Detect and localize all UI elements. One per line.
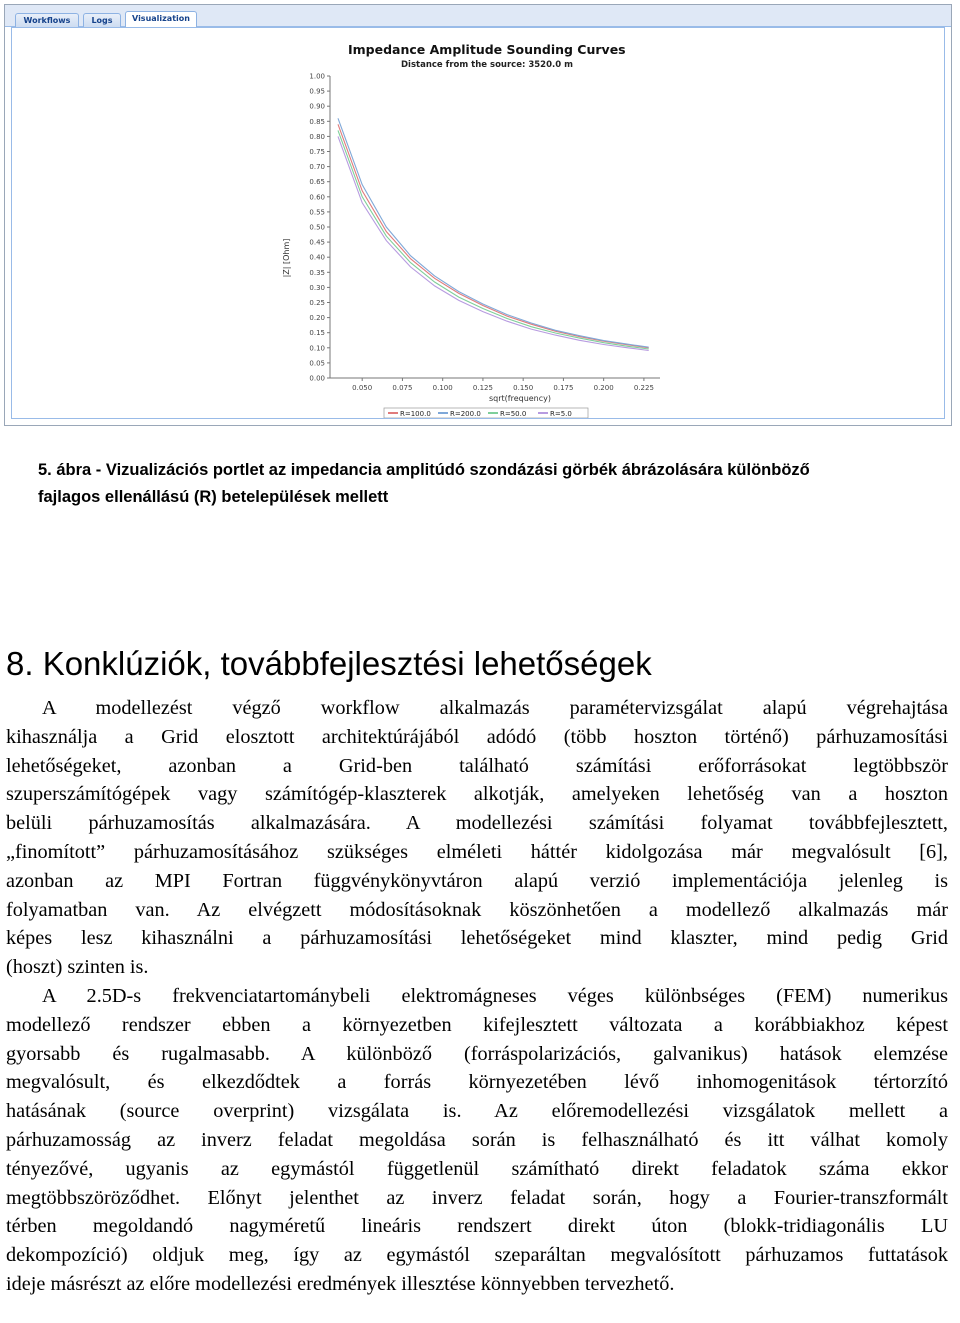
section-body [6, 694, 948, 1299]
text-line: „finomított” párhuzamosításához szükséges elméleti háttér kidolgozása már megvalósult [6], [6, 840, 948, 863]
text-line: gyorsabb és rugalmasabb. A különböző (forráspolarizációs, galvanikus) hatások elemzése [6, 1042, 948, 1065]
series-line [338, 136, 649, 350]
text-line: szuperszámítógépek vagy számítógép-klaszterek alkotják, amelyeken lehetőség van a hoszton [6, 783, 948, 806]
chart-axes [309, 73, 660, 393]
legend-label: R=5.0 [550, 410, 572, 418]
text-line: modellező rendszer ebben a környezetben kifejlesztett változata a korábbiakhoz képest [6, 1013, 948, 1036]
text-line: megvalósult, és elkezdődtek a forrás környezetében lévő inhomogenitások tértorzító [6, 1071, 948, 1094]
text-line: térben megoldandó nagyméretű lineáris rendszert direkt úton (blokk-tridiagonális LU [6, 1215, 948, 1238]
portlet-tab-bar [5, 5, 951, 27]
y-tick-label: 0.45 [309, 238, 325, 247]
text-line: belüli párhuzamosítás alkalmazására. A modellezési számítási folyamat továbbfejlesztett, [6, 812, 948, 835]
y-tick-label: 0.05 [309, 359, 325, 368]
text-line: (hoszt) szinten is. [6, 956, 149, 979]
y-tick-label: 0.50 [309, 223, 325, 232]
visualization-portlet [4, 4, 952, 426]
y-tick-label: 0.40 [309, 253, 325, 262]
y-tick-label: 0.75 [309, 148, 325, 156]
legend-label: R=100.0 [400, 410, 431, 418]
impedance-chart [12, 28, 944, 418]
x-tick-label: 0.200 [593, 384, 614, 392]
paragraph-2 [6, 982, 948, 1299]
x-tick-label: 0.075 [392, 384, 413, 392]
y-tick-label: 0.80 [309, 132, 325, 141]
x-tick-label: 0.050 [352, 384, 373, 392]
caption-line: 5. ábra - Vizualizációs portlet az impedancia amplitúdó szondázási görbék ábrázolására különböző [38, 461, 810, 479]
chart-subtitle: Distance from the source: 3520.0 m [401, 60, 573, 70]
text-line: hatásának (source overprint) vizsgálata is. Az előremodellezési vizsgálatok mellett a [6, 1100, 948, 1123]
y-tick-label: 0.60 [309, 193, 325, 202]
text-line: ideje másrészt az előre modellezési eredmények illesztése könnyebben tervezhető. [6, 1272, 675, 1295]
text-line: azonban az MPI Fortran függvénykönyvtáron alapú verzió implementációja jelenleg is [6, 869, 948, 892]
chart-title: Impedance Amplitude Sounding Curves [348, 42, 626, 57]
x-tick-label: 0.150 [513, 384, 534, 392]
legend-label: R=200.0 [450, 410, 481, 418]
y-tick-label: 0.90 [309, 102, 325, 111]
series-line [338, 124, 649, 347]
y-tick-label: 0.35 [309, 268, 325, 277]
text-line: A 2.5D-s frekvenciatartománybeli elektromágneses véges különbséges (FEM) numerikus [42, 984, 948, 1007]
text-line: párhuzamosság az inverz feladat megoldása során is felhasználható és itt válhat komoly [6, 1128, 948, 1151]
y-tick-label: 0.55 [309, 208, 325, 217]
y-tick-label: 0.00 [309, 374, 325, 383]
chart-series-layer [338, 118, 649, 350]
text-line: tényezővé, ugyanis az egymástól függetlenül számítható direkt feladatok száma ekkor [6, 1157, 948, 1180]
x-tick-label: 0.125 [472, 384, 493, 392]
y-tick-label: 0.85 [309, 117, 325, 126]
y-axis-label: |Z| [Ohm] [282, 238, 291, 278]
y-tick-label: 0.65 [309, 178, 325, 187]
tab-workflows[interactable]: Workflows [15, 13, 79, 27]
text-line: megtöbbszöröződhet. Előnyt jelenthet az inverz feladat során, hogy a Fourier-transzformált [6, 1186, 948, 1209]
y-tick-label: 1.00 [309, 72, 325, 81]
chart-legend [384, 408, 588, 418]
x-tick-label: 0.175 [553, 384, 574, 392]
tab-logs[interactable]: Logs [83, 13, 121, 27]
y-tick-label: 0.95 [309, 87, 325, 96]
figure-caption [38, 457, 938, 511]
chart-frame [11, 27, 945, 419]
text-line: A modellezést végző workflow alkalmazás paramétervizsgálat alapú végrehajtása [42, 697, 948, 719]
x-axis-label: sqrt(frequency) [488, 394, 552, 403]
legend-label: R=50.0 [500, 410, 527, 418]
y-tick-label: 0.15 [309, 329, 325, 338]
y-tick-label: 0.70 [309, 163, 325, 172]
y-tick-label: 0.20 [309, 314, 325, 323]
tab-visualization[interactable]: Visualization [125, 11, 197, 27]
text-line: dekompozíció) oldjuk meg, így az egymástól szeparáltan megvalósított párhuzamos futtatások [6, 1244, 948, 1267]
y-tick-label: 0.25 [309, 299, 325, 307]
text-line: lehetőségeket, azonban a Grid-ben található számítási erőforrásokat legtöbbször [6, 754, 948, 777]
paragraph-1 [6, 694, 948, 982]
caption-line: fajlagos ellenállású (R) betelepülések mellett [38, 488, 389, 506]
y-tick-label: 0.10 [309, 344, 325, 353]
x-tick-label: 0.100 [432, 384, 453, 392]
text-line: folyamatban van. Az elvégzett módosításoknak köszönhetően a modellező alkalmazás már [6, 898, 948, 921]
y-tick-label: 0.30 [309, 283, 325, 292]
text-line: képes lesz kihasználni a párhuzamosítási lehetőségeket mind klaszter, mind pedig Grid [6, 927, 948, 950]
x-tick-label: 0.225 [633, 384, 654, 392]
section-heading: 8. Konklúziók, továbbfejlesztési lehetőségek [6, 645, 652, 682]
text-line: kihasználja a Grid elosztott architektúrájából adódó (több hoszton történő) párhuzamosítási [6, 725, 948, 748]
